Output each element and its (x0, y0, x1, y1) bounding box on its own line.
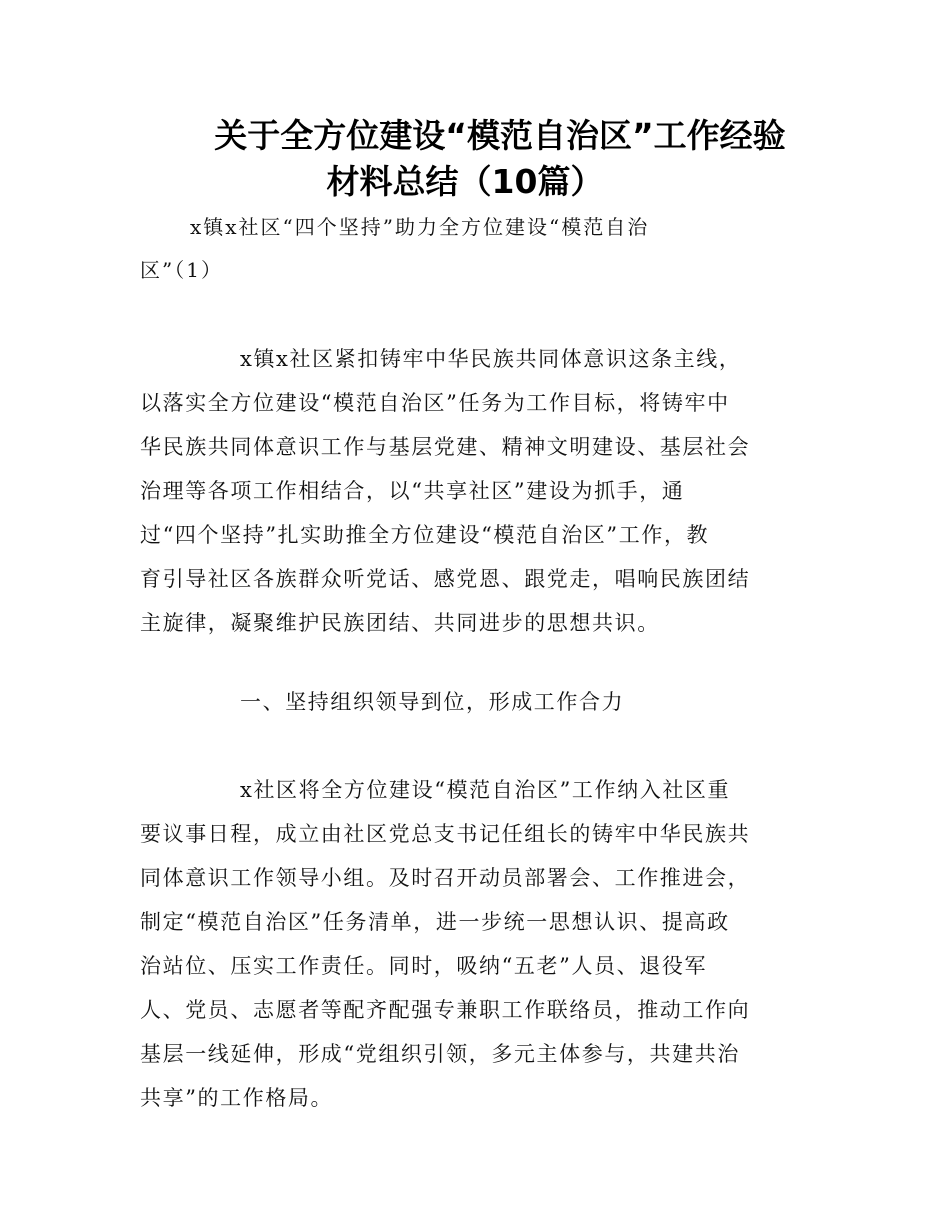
paragraph-2-line-1: x社区将全方位建设“模范自治区”工作纳入社区重 (240, 778, 731, 802)
paragraph-2-line-8: 共享”的工作格局。 (140, 1086, 334, 1110)
section-heading-1: 一、坚持组织领导到位，形成工作合力 (240, 690, 625, 714)
paragraph-2-line-4: 制定“模范自治区”任务清单，进一步统一思想认识、提高政 (140, 910, 730, 934)
section-subtitle-line-2: 区”（1） (140, 258, 223, 282)
section-subtitle-line-1: x镇x社区“四个坚持”助力全方位建设“模范自治 (190, 215, 650, 239)
paragraph-1-line-2: 以落实全方位建设“模范自治区”任务为工作目标，将铸牢中 (140, 391, 730, 415)
paragraph-2-line-7: 基层一线延伸，形成“党组织引领，多元主体参与，共建共治 (140, 1042, 740, 1066)
paragraph-1-line-7: 主旋律，凝聚维护民族团结、共同进步的思想共识。 (140, 611, 660, 635)
paragraph-2-line-2: 要议事日程，成立由社区党总支书记任组长的铸牢中华民族共 (140, 822, 751, 846)
paragraph-1-line-5: 过“四个坚持”扎实助推全方位建设“模范自治区”工作，教 (140, 523, 710, 547)
paragraph-2-line-5: 治站位、压实工作责任。同时，吸纳“五老”人员、退役军 (140, 954, 708, 978)
paragraph-2-line-3: 同体意识工作领导小组。及时召开动员部署会、工作推进会， (140, 866, 751, 890)
document-title-line-2: 材料总结（10篇） (326, 162, 604, 201)
paragraph-1-line-4: 治理等各项工作相结合，以“共享社区”建设为抓手，通 (140, 479, 685, 503)
document-title-line-1: 关于全方位建设“模范自治区”工作经验 (214, 116, 786, 155)
paragraph-1-line-1: x镇x社区紧扣铸牢中华民族共同体意识这条主线， (240, 347, 742, 371)
paragraph-2-line-6: 人、党员、志愿者等配齐配强专兼职工作联络员，推动工作向 (140, 998, 751, 1022)
paragraph-1-line-6: 育引导社区各族群众听党话、感党恩、跟党走，唱响民族团结 (140, 567, 751, 591)
paragraph-1-line-3: 华民族共同体意识工作与基层党建、精神文明建设、基层社会 (140, 435, 751, 459)
